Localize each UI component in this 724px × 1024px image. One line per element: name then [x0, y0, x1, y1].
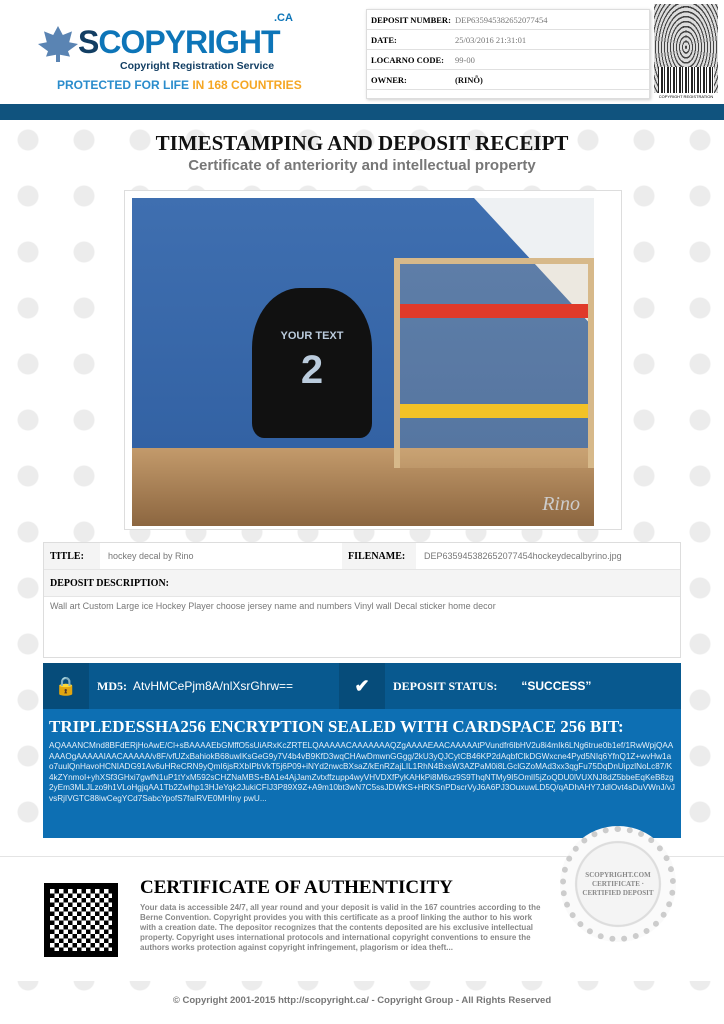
deposited-image[interactable] [132, 198, 594, 526]
info-label: LOCARNO CODE: [371, 54, 444, 65]
mattress [400, 404, 588, 418]
seal-text: SCOPYRIGHT.COM CERTIFICATE · CERTIFIED DEPOSIT [582, 870, 654, 897]
info-value: 25/03/2016 21:31:01 [455, 34, 527, 45]
title-label: TITLE: [44, 543, 100, 569]
brand-tld: .CA [274, 12, 293, 24]
encryption-hash: AQAAANCMnd8BFdERjHoAwE/Cl+sBAAAAEbGMffO5sUiARxKcZRTELQAAAAACAAAAAAAQZgAAAAEAACAAAAAtPVundfr6lbHV2u8i4mIk6LNg6true0b1ef/1RwWpjQAAAAAOgAAAAAIAACAAAAA/v8F/vfUZxBahiokB68uwIKsGeG9y7V4b4vB9KfD3wqCHAwDmwnGGgg/2kU3yQJCytCB46KP2dAqbfClkDGWxcne4Pyd5NIq6YfnQ1Z+wvHw1ao7uulQnHavoHCNIADG91Av6uHReCRN9yQmI6jsRXbIPbVkT5j6P09+iNYd2nwcBXsaZ/kEnRZajLIL1RhN4BxsW3AZPaM0i8LGclGZoMAd3xx3qgFu75DqDnUipzlNoLc87/K4kZYnmoI+yhXSf3GHxi7gwfN1uP1tYxM592sCHZNaMBS+BA1e4AjJamZvtxffzupp4wyVHVDXfPyKAHkPi8M6xz9S9ThqNTMy9I5OmlI5jZoQDU0lVUXNJ8dZ5bbeEqKeB8zg2yEm3MLJLzo9h1VLoHgjqAA1Tb2Zwlhp13HJeYqk2JukiCFIJ3P89X9Z+A9m10bt3wN7C5ssJDWKS+HRKSnPDscrVyJ6A6PJ3OuxuwLD5Q/qADhAHY7JdlOvt4sDuVWnJ/vJvsRjIVGTC88iwCegYCd7SabcYpofS7faIRVE0MHIny pwU... [49, 741, 676, 803]
status-badge: “SUCCESS” [521, 679, 592, 693]
certified-deposit-seal [560, 826, 676, 942]
page-title: TIMESTAMPING AND DEPOSIT RECEIPT [155, 131, 569, 155]
hockey-player-decal [252, 288, 372, 438]
info-label: DEPOSIT NUMBER: [371, 14, 451, 25]
brand-name: COPYRIGHT [98, 24, 280, 60]
maple-leaf-icon [38, 26, 78, 62]
deposited-image-frame [124, 190, 622, 530]
info-row [367, 70, 649, 90]
shield-check-icon: ✔ [339, 663, 385, 709]
title-row [44, 543, 680, 570]
brand-prefix: S [78, 24, 99, 60]
info-row [367, 10, 649, 30]
info-row [367, 50, 649, 70]
protected-tagline [57, 78, 302, 92]
description-value: Wall art Custom Large ice Hockey Player choose jersey name and numbers Vinyl wall Decal sticker home decor [50, 601, 496, 611]
md5-value: AtvHMCePjm8A/nlXsrGhrw== [133, 679, 294, 693]
fingerprint-barcode-icon [654, 4, 718, 100]
filename-value: DEP635945382652077454hockeydecalbyrino.jpg [424, 551, 622, 561]
footer-copyright: © Copyright 2001-2015 http://scopyright.ca/ - Copyright Group - All Rights Reserved [172, 995, 552, 1006]
mattress [400, 304, 588, 318]
status-label: DEPOSIT STATUS: [393, 678, 498, 693]
status-bar [43, 663, 681, 709]
certificate-title: CERTIFICATE OF AUTHENTICITY [140, 877, 453, 898]
title-value: hockey decal by Rino [108, 551, 194, 561]
info-row [367, 30, 649, 50]
info-value: (RINÕ) [455, 74, 483, 85]
image-signature: Rino [542, 493, 580, 515]
info-label: OWNER: [371, 74, 407, 85]
description-header [44, 570, 680, 597]
header [0, 0, 724, 104]
bunk-bed [394, 258, 594, 468]
tagline-countries: IN 168 COUNTRIES [189, 78, 302, 92]
security-panel [43, 663, 681, 838]
qr-code-icon[interactable] [44, 883, 118, 957]
lock-icon: 🔒 [43, 663, 89, 709]
fingerprint-caption: COPYRIGHT REGISTRATION [654, 93, 718, 100]
header-band [0, 104, 724, 120]
md5-label: MD5: [97, 678, 127, 693]
deposit-info-table [366, 9, 650, 99]
scopyright-logo[interactable] [38, 14, 298, 76]
jersey-text: YOUR TEXT [280, 330, 344, 342]
barcode [658, 67, 714, 93]
info-label: DATE: [371, 34, 397, 45]
page-subtitle: Certificate of anteriority and intellectual property [188, 157, 536, 174]
deposit-metadata [43, 542, 681, 658]
jersey-number: 2 [300, 348, 324, 392]
tagline-main: PROTECTED FOR LIFE [57, 78, 189, 92]
description-label: DEPOSIT DESCRIPTION: [44, 570, 169, 596]
filename-label: FILENAME: [342, 543, 416, 569]
certificate-text: Your data is accessible 24/7, all year round and your deposit is valid in the 167 countries according to the Berne Convention. Copyright provides you with this certificate as a proof linking the author to his work with a creation date. The depositor recognizes that the contents deposited are his exclusive intellectual property. Copyright uses international protocols and international copyright conventions to ensure the authors works protection against copyright infringement, plagorism or idea theft... [140, 903, 541, 952]
encryption-heading: TRIPLEDESSHA256 ENCRYPTION SEALED WITH CARDSPACE 256 BIT: [49, 717, 624, 736]
info-value: DEP635945382652077454 [455, 14, 548, 25]
brand-service: Copyright Registration Service [120, 60, 275, 72]
info-value: 99-00 [455, 54, 475, 65]
